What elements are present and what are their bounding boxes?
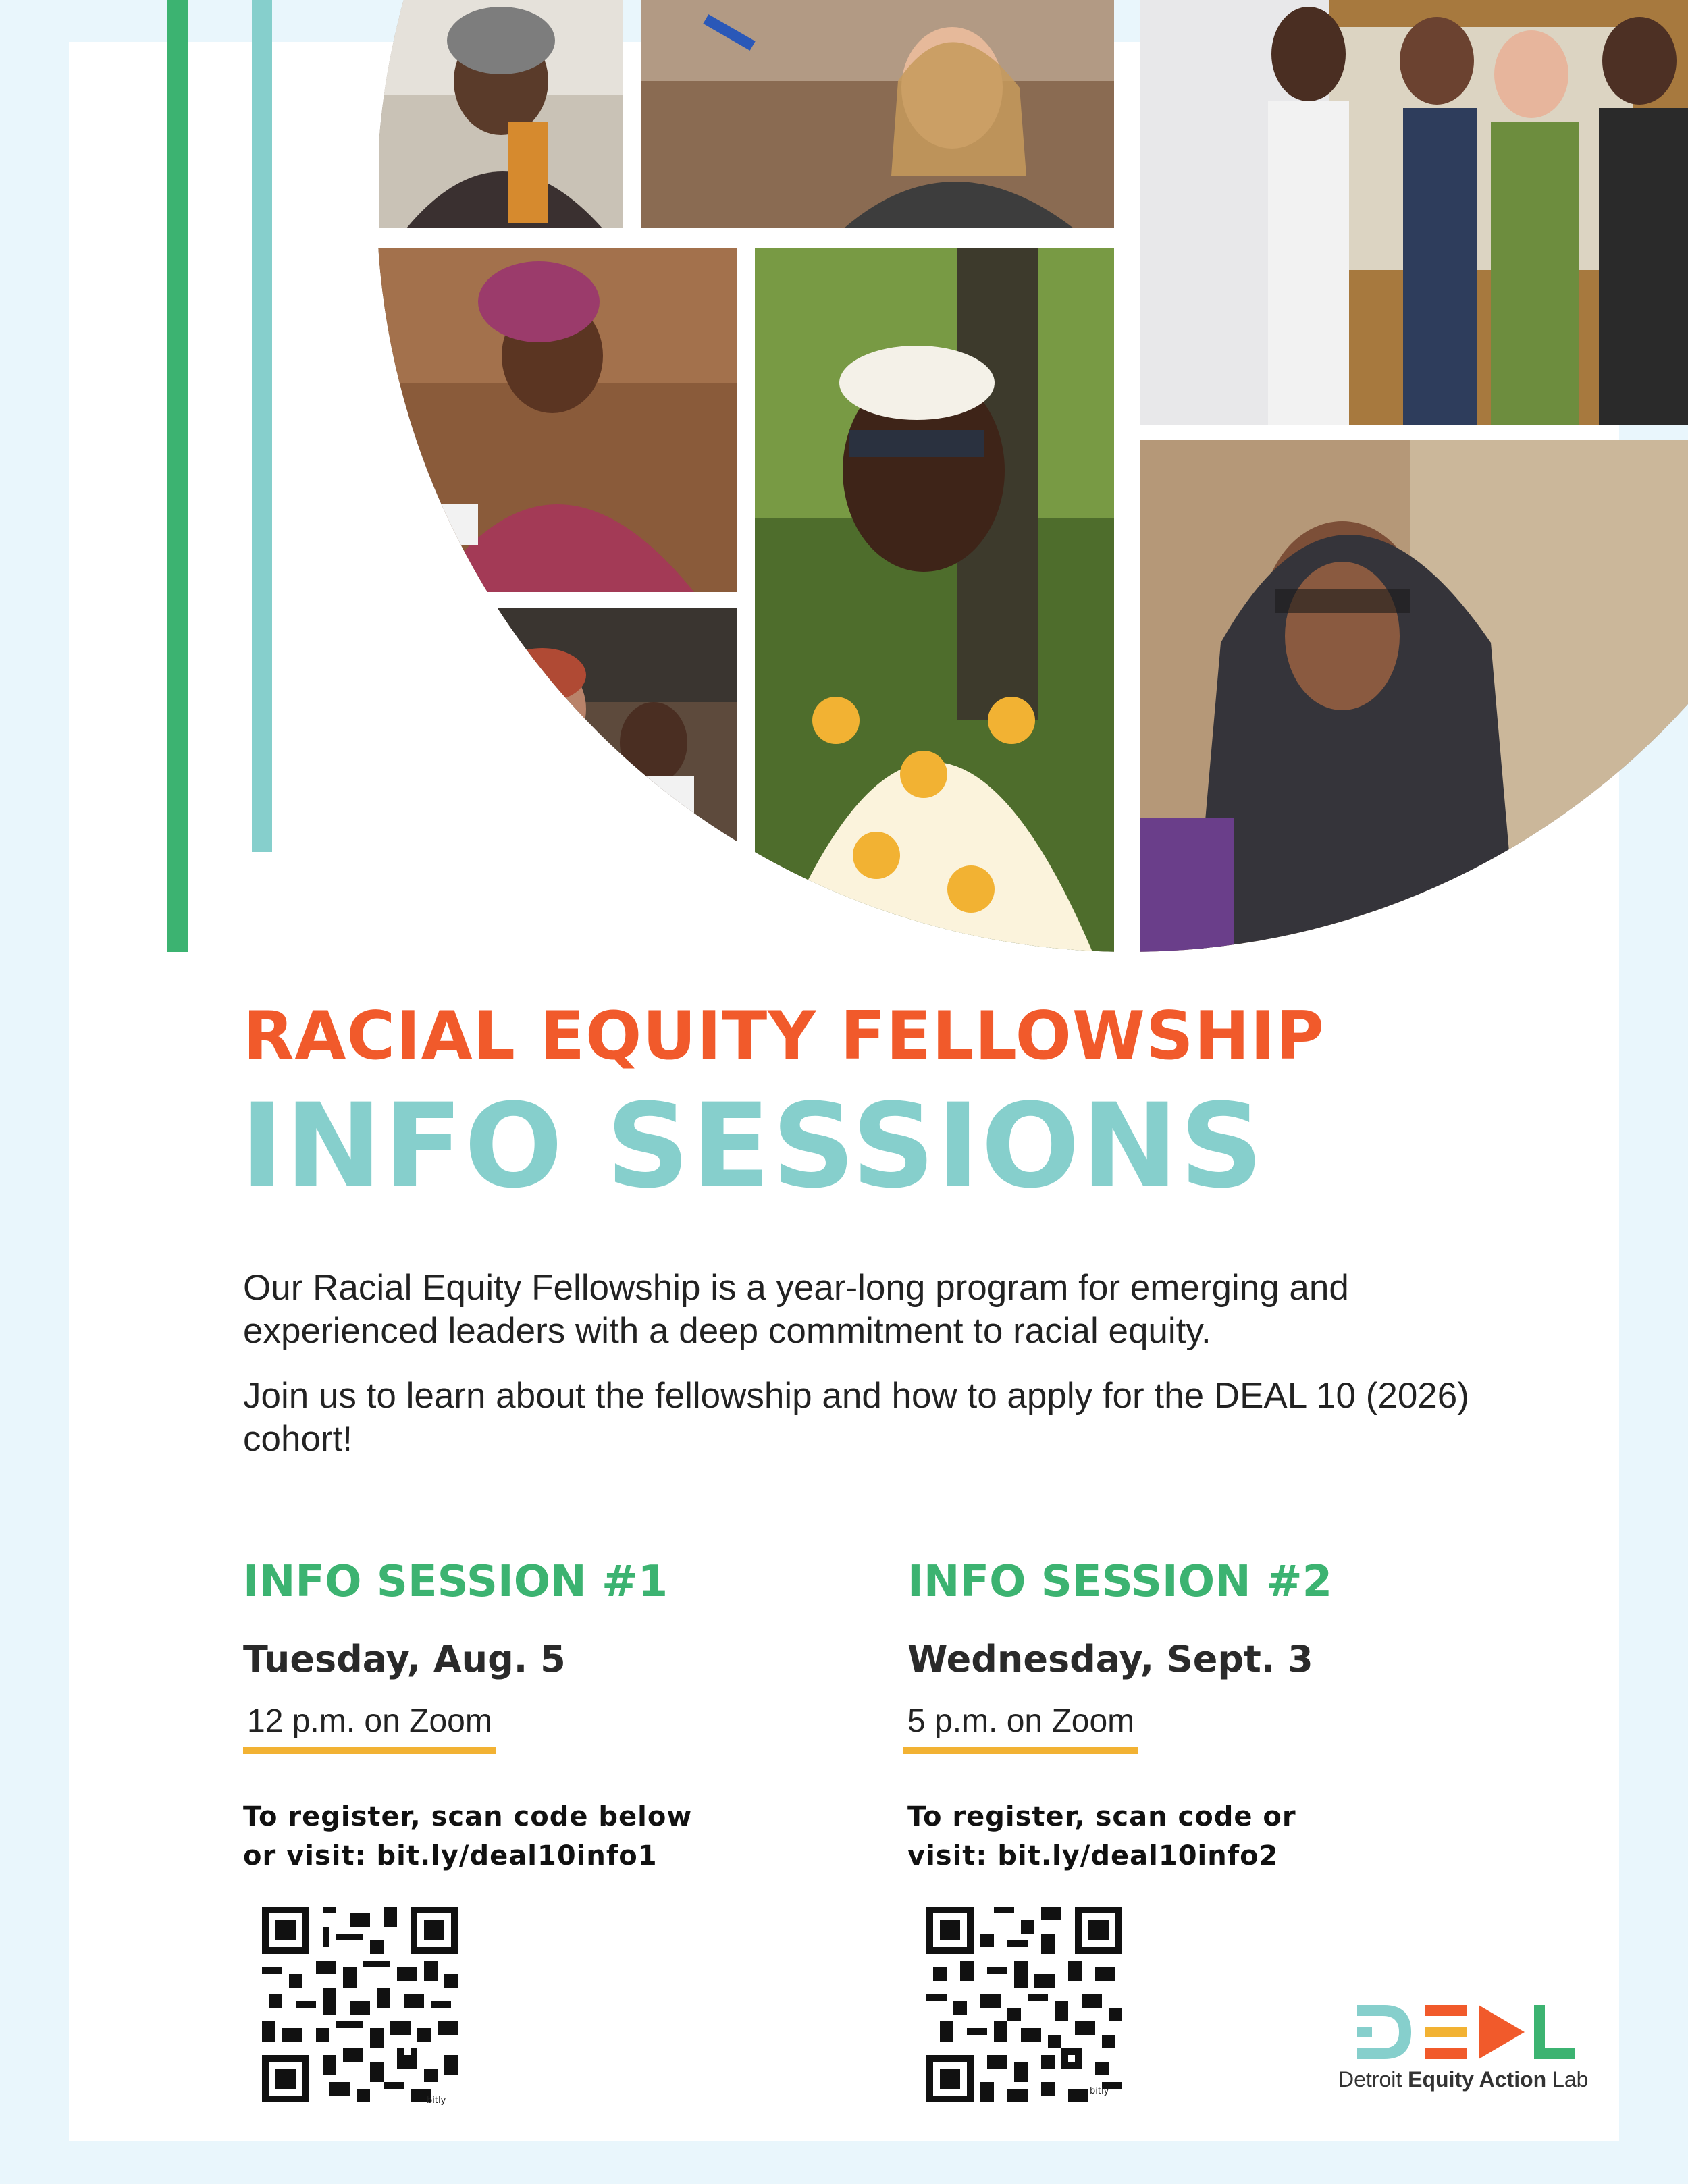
session-1-register-link[interactable]: or visit: bit.ly/deal10info1 — [243, 1840, 658, 1871]
smiling-man-kufi-icon — [755, 248, 1114, 952]
intro-paragraph-2: Join us to learn about the fellowship and how to apply for the DEAL 10 (2026) cohort! — [243, 1376, 1469, 1459]
teal-vertical-bar — [252, 0, 272, 852]
session-2-register-link[interactable]: visit: bit.ly/deal10info2 — [907, 1840, 1279, 1871]
session-1-date: Tuesday, Aug. 5 — [243, 1638, 566, 1680]
session-2-qr-code[interactable] — [926, 1907, 1122, 2102]
green-vertical-bar — [167, 0, 188, 952]
session-1-heading: INFO SESSION #1 — [243, 1557, 668, 1607]
session-2-heading: INFO SESSION #2 — [907, 1557, 1333, 1607]
woman-hijab-icon — [1140, 440, 1688, 952]
session-1-qr-code[interactable] — [262, 1907, 458, 2102]
session-1-bitly-mark: bitly — [427, 2096, 446, 2106]
title-line-1: RACIAL EQUITY FELLOWSHIP — [243, 998, 1325, 1075]
musicians-icon — [377, 608, 737, 952]
session-2-bitly-mark: bitly — [1090, 2086, 1109, 2096]
session-2-date: Wednesday, Sept. 3 — [907, 1638, 1313, 1680]
woman-with-marker-icon — [641, 0, 1114, 228]
deal-logo — [1344, 1992, 1587, 2073]
portrait-woman-headwrap-icon — [379, 0, 623, 228]
photo-collage — [377, 0, 1688, 952]
session-2-register-line-1: To register, scan code or — [907, 1801, 1296, 1832]
intro-paragraph-1: Our Racial Equity Fellowship is a year-long program for emerging and experienced leaders with a deep commitment to racial equity. — [243, 1268, 1349, 1351]
session-1-register-line-1: To register, scan code below — [243, 1801, 693, 1832]
session-1-time: 12 p.m. on Zoom — [243, 1703, 496, 1754]
group-photo-icon — [1140, 0, 1688, 425]
title-line-2: INFO SESSIONS — [240, 1078, 1265, 1214]
session-2-time: 5 p.m. on Zoom — [903, 1703, 1138, 1754]
deal-logo-text: Detroit Equity Action Lab — [1338, 2067, 1589, 2092]
woman-patterned-headwrap-icon — [377, 248, 737, 592]
